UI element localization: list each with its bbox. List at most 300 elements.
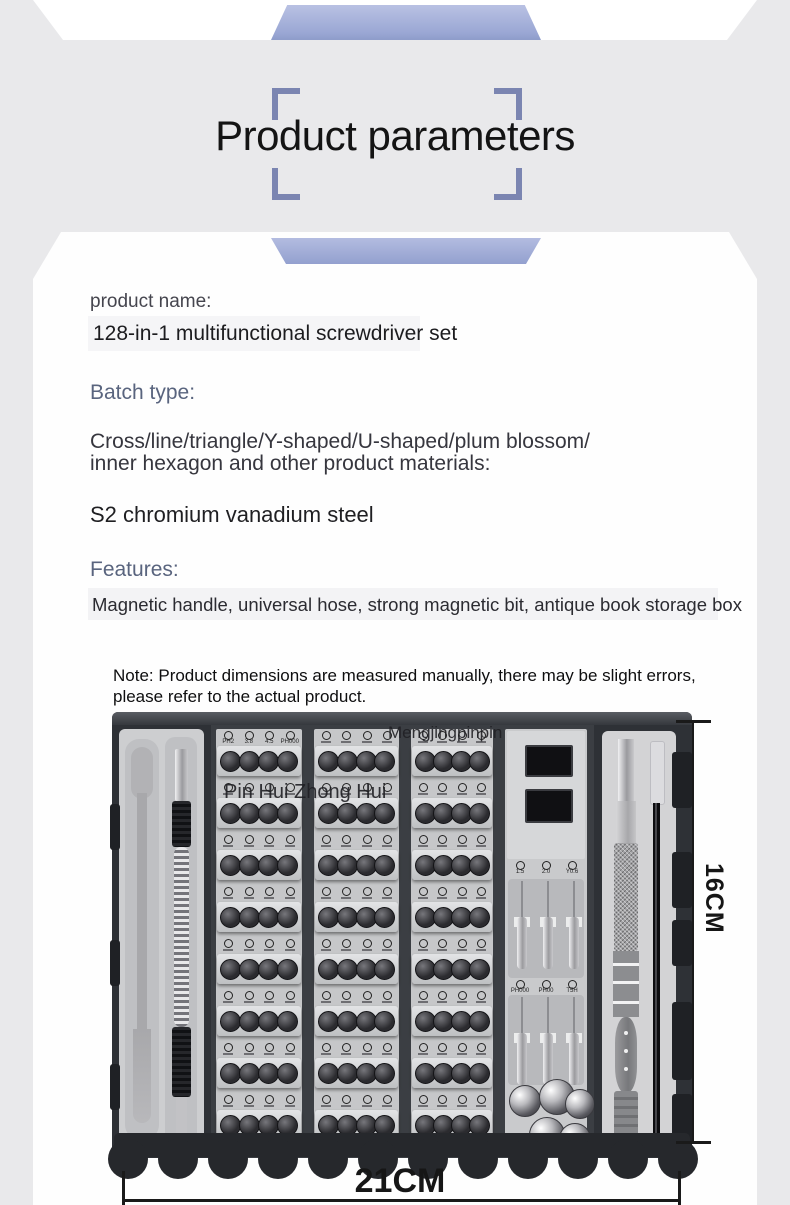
bit-label (239, 1043, 260, 1058)
bit-type-icon (342, 887, 351, 896)
bit-label (336, 939, 356, 954)
hinge-tab (110, 1064, 120, 1110)
bit-label (357, 887, 377, 902)
bit-label (413, 939, 433, 954)
hinge-tab (672, 920, 692, 966)
bit-label (452, 835, 472, 850)
screwdriver-bit (337, 907, 358, 928)
hex-socket-bit (509, 1085, 541, 1117)
bit-label (357, 1095, 377, 1110)
tool-tray (119, 729, 204, 1153)
bit-label-smudge (437, 845, 447, 847)
case-foot (208, 1139, 248, 1179)
bit-label (259, 939, 280, 954)
screwdriver-bit (374, 751, 395, 772)
watermark-center: Pin Hui Zhong Hui (224, 781, 387, 803)
screwdriver-bit (318, 751, 339, 772)
bit-label-smudge (244, 897, 254, 899)
bit-label-smudge (244, 949, 254, 951)
handle-dot (624, 1049, 628, 1053)
screwdriver-bit (220, 751, 241, 772)
bit-label (357, 939, 377, 954)
bit-strip (217, 850, 301, 880)
bit-label (507, 980, 533, 995)
tweezers-cap (650, 741, 665, 805)
bit-type-icon (245, 1043, 254, 1052)
bit-label (218, 1095, 239, 1110)
product-name-value: 128-in-1 multifunctional screwdriver set (93, 322, 458, 345)
bit-type-icon (342, 1043, 351, 1052)
bit-label-smudge (437, 1053, 447, 1055)
bit-label (472, 1095, 492, 1110)
bit-label-smudge (362, 845, 372, 847)
bit-label (239, 835, 260, 850)
bit-label (218, 731, 239, 746)
batch-type-line1: Cross/line/triangle/Y-shaped/U-shaped/plum blossom/ (90, 430, 590, 453)
bit-strip (412, 746, 492, 776)
bit-label (316, 1095, 336, 1110)
bit-label-text: 2.0 (541, 869, 551, 875)
bit-type-icon (286, 991, 295, 1000)
bit-type-icon (383, 991, 392, 1000)
screwdriver-bit (258, 959, 279, 980)
bit-label (472, 991, 492, 1006)
bit-label-smudge (285, 1105, 295, 1107)
bit-label-smudge (223, 1053, 233, 1055)
probe-tray (505, 729, 587, 1150)
bit-label-smudge (418, 1105, 428, 1107)
bit-strip (217, 954, 301, 984)
probe-tip (573, 997, 575, 1033)
screwdriver-bit (277, 1063, 298, 1084)
bit-label-smudge (437, 949, 447, 951)
bit-label (413, 783, 433, 798)
screwdriver-bit (469, 1063, 490, 1084)
bit-label (377, 1095, 397, 1110)
bit-label-smudge (321, 1105, 331, 1107)
bit-label-smudge (382, 949, 392, 951)
bit-type-icon (224, 991, 233, 1000)
case-panel-bits (406, 725, 500, 1158)
bit-label-text: T5H (566, 988, 578, 994)
bit-label-text: 1.5 (515, 869, 525, 875)
bit-type-icon (342, 1095, 351, 1104)
bit-type-icon (477, 835, 486, 844)
screwdriver-bit (258, 855, 279, 876)
bit-label-smudge (341, 897, 351, 899)
bit-strip (217, 1058, 301, 1088)
bit-label (433, 783, 453, 798)
bit-label-smudge (437, 1105, 447, 1107)
bit-label (357, 731, 377, 746)
bit-label-smudge (382, 897, 392, 899)
bit-label-smudge (457, 845, 467, 847)
bit-label (533, 861, 559, 876)
product-photo (100, 705, 760, 1205)
bit-label-smudge (418, 1001, 428, 1003)
bit-type-icon (458, 835, 467, 844)
bit-label (452, 887, 472, 902)
screwdriver-bit (277, 803, 298, 824)
screwdriver-bit (220, 803, 241, 824)
bit-label (316, 939, 336, 954)
bit-label-smudge (341, 1105, 351, 1107)
bit-type-icon (245, 991, 254, 1000)
hinge-tab (672, 852, 692, 908)
bit-label-smudge (437, 897, 447, 899)
bit-label-smudge (437, 1001, 447, 1003)
bit-label-text: 3.8 (244, 739, 253, 745)
bit-type-icon (363, 1095, 372, 1104)
bit-label-smudge (223, 949, 233, 951)
screwdriver-bit (239, 907, 260, 928)
bit-label-smudge (285, 949, 295, 951)
card-top-banner-blue (271, 238, 541, 264)
bit-type-icon (363, 1043, 372, 1052)
bit-type-icon (477, 991, 486, 1000)
precision-probe (543, 917, 553, 969)
bit-type-icon (322, 887, 331, 896)
bit-label (377, 887, 397, 902)
watermark-top: Mengjingpinpin (388, 723, 503, 742)
bit-label-smudge (362, 1053, 372, 1055)
note-text (113, 666, 733, 707)
bit-strip (412, 798, 492, 828)
spudger-shaft (137, 793, 147, 1033)
height-dimension-line (692, 722, 694, 1143)
tweezers (653, 803, 660, 1149)
bit-type-icon (477, 1095, 486, 1104)
bit-label (357, 1043, 377, 1058)
bit-label (433, 1095, 453, 1110)
screwdriver-bit (469, 1011, 490, 1032)
bit-label-smudge (223, 1105, 233, 1107)
tool-tray (602, 731, 676, 1151)
bit-label (472, 783, 492, 798)
bit-type-icon (438, 835, 447, 844)
bit-type-icon (245, 887, 254, 896)
bit-label (413, 835, 433, 850)
bit-label-smudge (476, 949, 486, 951)
bit-label (472, 887, 492, 902)
bit-label (377, 939, 397, 954)
screwdriver-bit (220, 959, 241, 980)
top-banner-blue (271, 5, 541, 40)
bit-label-smudge (244, 1105, 254, 1107)
hex-socket-bit (565, 1089, 595, 1119)
bit-label-smudge (476, 1105, 486, 1107)
bit-label (533, 980, 559, 995)
bit-label-smudge (362, 1001, 372, 1003)
bit-label-smudge (223, 897, 233, 899)
bit-label (336, 731, 356, 746)
pin-slot (525, 789, 573, 823)
screwdriver-bit (220, 1011, 241, 1032)
bit-label-smudge (362, 741, 372, 743)
bit-type-icon (363, 731, 372, 740)
bit-type-icon (322, 1095, 331, 1104)
screwdriver-bit (374, 1063, 395, 1084)
bracket-bottom-left-icon (272, 168, 300, 200)
bit-label-smudge (321, 741, 331, 743)
precision-probe (543, 1033, 553, 1085)
bit-label (413, 1095, 433, 1110)
bit-label-smudge (457, 949, 467, 951)
bit-label-smudge (341, 845, 351, 847)
screwdriver-bit (239, 751, 260, 772)
bit-type-icon (245, 835, 254, 844)
bit-label-smudge (382, 1053, 392, 1055)
bit-type-icon (477, 1043, 486, 1052)
bit-type-icon (477, 939, 486, 948)
bit-label (413, 991, 433, 1006)
bit-type-icon (342, 835, 351, 844)
screwdriver-case (112, 712, 692, 1158)
bit-type-icon (322, 1043, 331, 1052)
bit-type-icon (224, 1043, 233, 1052)
bit-label (259, 1095, 280, 1110)
bit-label-smudge (321, 1053, 331, 1055)
features-value: Magnetic handle, universal hose, strong magnetic bit, antique book storage box (92, 594, 742, 615)
bit-type-icon (322, 939, 331, 948)
bit-type-icon (477, 887, 486, 896)
bit-label-smudge (457, 1105, 467, 1107)
screwdriver-bit (220, 907, 241, 928)
screwdriver-bit (277, 855, 298, 876)
bit-label-smudge (476, 1001, 486, 1003)
screwdriver-bit (318, 907, 339, 928)
bit-type-icon (363, 887, 372, 896)
bit-label-text: PH000 (510, 988, 530, 994)
bit-label (452, 1095, 472, 1110)
width-dimension-cap (122, 1171, 125, 1205)
handle-taper (615, 1017, 637, 1093)
width-dimension-label: 21CM (354, 1162, 446, 1200)
batch-type-label: Batch type: (90, 381, 196, 404)
bit-strip (315, 954, 398, 984)
probe-tip (547, 997, 549, 1033)
bit-tray (411, 729, 493, 1150)
bit-type-icon (322, 991, 331, 1000)
bit-type-icon (265, 1043, 274, 1052)
bit-label (280, 835, 301, 850)
screwdriver-bit (258, 803, 279, 824)
bit-label-smudge (418, 949, 428, 951)
bit-label (357, 835, 377, 850)
handle-collar (616, 801, 636, 843)
bit-label-smudge (476, 897, 486, 899)
bit-strip (412, 1058, 492, 1088)
bit-label-smudge (457, 1001, 467, 1003)
bit-label (239, 939, 260, 954)
bit-strip (315, 902, 398, 932)
features-label: Features: (90, 558, 179, 581)
bit-type-icon (342, 939, 351, 948)
bit-type-icon (419, 887, 428, 896)
bit-label (218, 939, 239, 954)
bit-strip (315, 1058, 398, 1088)
precision-probe (569, 1033, 579, 1085)
bit-type-icon (383, 939, 392, 948)
screwdriver-bit (469, 959, 490, 980)
case-foot (558, 1139, 598, 1179)
bit-label (452, 991, 472, 1006)
bit-label (433, 1043, 453, 1058)
bit-type-icon (286, 1043, 295, 1052)
bit-label (239, 991, 260, 1006)
bit-label-smudge (264, 1053, 274, 1055)
bit-type-icon (342, 731, 351, 740)
bit-strip (217, 1006, 301, 1036)
bit-type-icon (383, 887, 392, 896)
bit-label-smudge (341, 1001, 351, 1003)
bit-label (218, 1043, 239, 1058)
bit-label (259, 887, 280, 902)
bit-label (316, 835, 336, 850)
bit-type-icon (322, 835, 331, 844)
case-foot (608, 1139, 648, 1179)
material-value: S2 chromium vanadium steel (90, 502, 374, 527)
screwdriver-bit (220, 855, 241, 876)
bit-type-icon (265, 991, 274, 1000)
case-foot (108, 1139, 148, 1179)
bit-label (377, 991, 397, 1006)
bit-label-smudge (244, 845, 254, 847)
pin-slot (525, 745, 573, 777)
bit-strip (412, 954, 492, 984)
bit-strip (217, 902, 301, 932)
bit-label (316, 991, 336, 1006)
bit-label (280, 939, 301, 954)
bit-type-icon (419, 991, 428, 1000)
bit-label (452, 783, 472, 798)
bit-label-smudge (285, 1001, 295, 1003)
bit-label (218, 887, 239, 902)
screwdriver-bit (337, 855, 358, 876)
bit-label (280, 887, 301, 902)
bit-type-icon (342, 991, 351, 1000)
screwdriver-bit (337, 1011, 358, 1032)
bit-strip (412, 902, 492, 932)
height-dimension-label: 16CM (700, 863, 728, 934)
bit-label (472, 939, 492, 954)
bit-label-smudge (223, 1001, 233, 1003)
bit-label (218, 991, 239, 1006)
bit-type-icon (438, 783, 447, 792)
bit-type-icon (286, 835, 295, 844)
screwdriver-bit (220, 1063, 241, 1084)
bit-type-icon (322, 731, 331, 740)
bit-label (280, 731, 301, 746)
bit-type-icon (419, 1043, 428, 1052)
screwdriver-bit (239, 1063, 260, 1084)
bit-label-smudge (341, 741, 351, 743)
bit-label (239, 887, 260, 902)
bit-type-icon (265, 835, 274, 844)
probe-recess (508, 879, 584, 978)
bit-label (452, 1043, 472, 1058)
bit-type-icon (458, 1095, 467, 1104)
bit-label (239, 1095, 260, 1110)
height-dimension-cap (676, 720, 711, 723)
bit-label-smudge (264, 897, 274, 899)
bit-type-icon (383, 835, 392, 844)
bit-label-smudge (362, 1105, 372, 1107)
bit-strip (315, 1006, 398, 1036)
note-line1: Note: Product dimensions are measured manually, there may be slight errors, (113, 666, 696, 685)
bit-label (239, 731, 260, 746)
bit-label-smudge (244, 1053, 254, 1055)
screwdriver-bit (277, 1011, 298, 1032)
bit-label-smudge (457, 897, 467, 899)
bit-label (507, 861, 533, 876)
bit-label-smudge (362, 897, 372, 899)
bit-label (336, 991, 356, 1006)
hinge-tab (672, 752, 692, 808)
eject-pin-plate (507, 731, 585, 859)
bit-label (452, 939, 472, 954)
probe-tip (573, 881, 575, 917)
bit-label (413, 887, 433, 902)
bit-type-icon (438, 887, 447, 896)
screwdriver-bit (277, 751, 298, 772)
hinge-tab (110, 940, 120, 986)
bit-label (259, 731, 280, 746)
bit-label-smudge (457, 793, 467, 795)
bit-label (357, 991, 377, 1006)
width-dimension-cap (678, 1171, 681, 1205)
probe-tip (521, 881, 523, 917)
bit-label (280, 1095, 301, 1110)
bit-label-text: Y0.6 (565, 869, 579, 875)
bit-label-smudge (285, 897, 295, 899)
bit-label (280, 991, 301, 1006)
screwdriver-bit (469, 855, 490, 876)
bit-type-icon (286, 1095, 295, 1104)
screwdriver-bit (469, 907, 490, 928)
screwdriver-bit (258, 751, 279, 772)
bit-type-icon (458, 991, 467, 1000)
screwdriver-bit (258, 1011, 279, 1032)
bit-label (472, 1043, 492, 1058)
bit-type-icon (477, 783, 486, 792)
bit-type-icon (286, 939, 295, 948)
screwdriver-bit (318, 1063, 339, 1084)
bit-label-smudge (341, 949, 351, 951)
bit-type-icon (458, 783, 467, 792)
screwdriver-bit (374, 855, 395, 876)
precision-probe (517, 1033, 527, 1085)
bit-strip (412, 850, 492, 880)
bit-type-icon (438, 1043, 447, 1052)
bit-label-smudge (321, 845, 331, 847)
screwdriver-bit (374, 959, 395, 980)
bit-type-icon (363, 991, 372, 1000)
bit-label-text: PH2 (222, 739, 235, 745)
screwdriver-bit (239, 1011, 260, 1032)
screwdriver-bit (239, 959, 260, 980)
spudger-blade (133, 1029, 151, 1123)
precision-probe (569, 917, 579, 969)
page-title: Product parameters (215, 112, 575, 159)
bit-label (259, 1043, 280, 1058)
bit-label-smudge (321, 1001, 331, 1003)
bit-label-smudge (321, 897, 331, 899)
bit-label (413, 1043, 433, 1058)
bit-label-smudge (476, 1053, 486, 1055)
bit-label (259, 991, 280, 1006)
bit-label (472, 835, 492, 850)
